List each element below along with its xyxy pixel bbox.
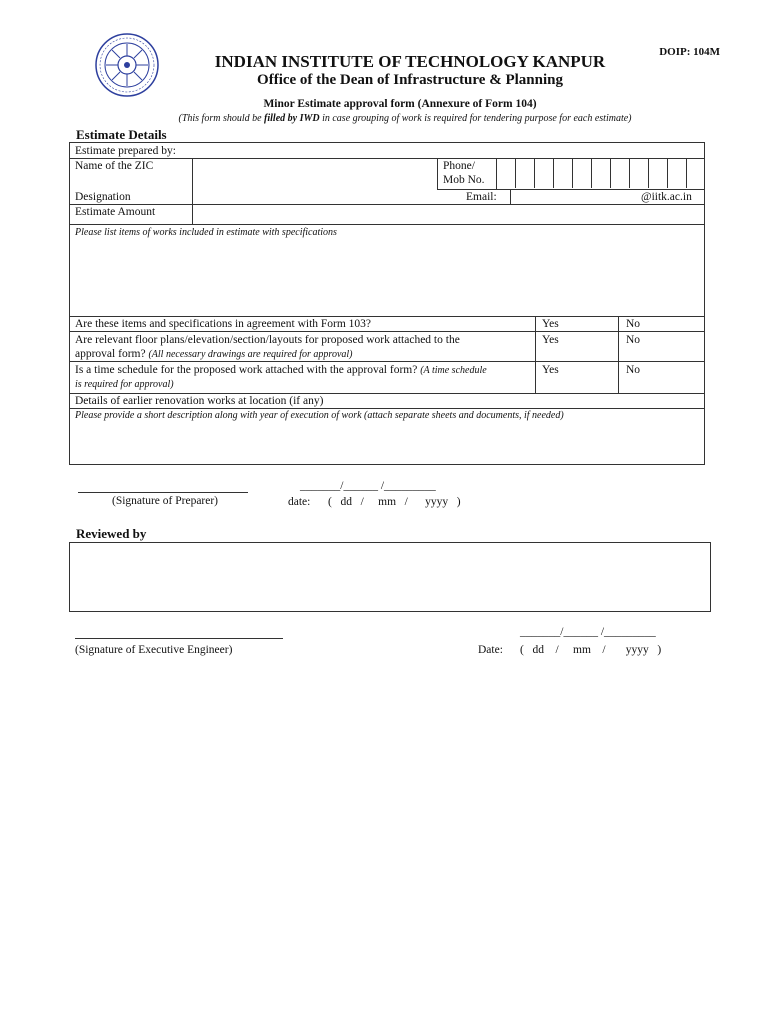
question-drawings-line1: Are relevant floor plans/elevation/section/layouts for proposed work attached to the [75, 334, 460, 346]
form-note: (This form should be filled by IWD in case grouping of work is required for tendering purpose for each estimate) [178, 113, 632, 124]
items-note: Please list items of works included in estimate with specifications [75, 227, 337, 238]
question-schedule-line1: Is a time schedule for the proposed work attached with the approval form? (A time schedule [75, 364, 487, 376]
question-form-103: Are these items and specifications in agreement with Form 103? [75, 318, 372, 330]
zic-input[interactable] [193, 159, 437, 189]
mob-label: Mob No. [443, 174, 485, 186]
digit-cell[interactable] [668, 158, 687, 188]
review-comments-box[interactable] [69, 542, 711, 612]
estimate-details-heading: Estimate Details [76, 127, 167, 142]
q3-no-option[interactable]: No [626, 364, 641, 376]
preparer-signature-label: (Signature of Preparer) [112, 495, 219, 507]
q2-yes-option[interactable]: Yes [542, 334, 559, 346]
earlier-works-label: Details of earlier renovation works at location (if any) [75, 395, 324, 407]
amount-label: Estimate Amount [75, 206, 156, 218]
q1-no-option[interactable]: No [626, 318, 641, 330]
phone-label: Phone/ [443, 160, 475, 172]
email-input[interactable] [511, 190, 636, 204]
digit-cell[interactable] [611, 158, 630, 188]
preparer-date-format: ( dd / mm / yyyy ) [328, 496, 461, 508]
engineer-signature-line[interactable] [75, 638, 283, 639]
digit-cell[interactable] [573, 158, 592, 188]
phone-number-cells[interactable] [497, 158, 705, 189]
institute-name: INDIAN INSTITUTE OF TECHNOLOGY KANPUR [214, 52, 606, 71]
email-domain: @iitk.ac.in [641, 191, 692, 203]
digit-cell[interactable] [497, 158, 516, 188]
preparer-date-label: date: [288, 496, 311, 508]
digit-cell[interactable] [592, 158, 611, 188]
q1-yes-option[interactable]: Yes [542, 318, 559, 330]
q2-no-option[interactable]: No [626, 334, 641, 346]
engineer-date-format: ( dd / mm / yyyy ) [520, 644, 662, 656]
digit-cell[interactable] [630, 158, 649, 188]
institute-seal-icon [94, 32, 160, 98]
digit-cell[interactable] [649, 158, 668, 188]
items-textarea[interactable] [70, 240, 704, 315]
office-name: Office of the Dean of Infrastructure & Planning [257, 72, 563, 88]
digit-cell[interactable] [554, 158, 573, 188]
reviewed-by-heading: Reviewed by [76, 526, 147, 541]
email-label: Email: [466, 191, 497, 203]
question-schedule-line2: is required for approval) [75, 379, 174, 390]
engineer-date-label: Date: [478, 644, 503, 656]
form-title: Minor Estimate approval form (Annexure of Form 104) [263, 98, 537, 110]
prepared-by-label: Estimate prepared by: [75, 145, 176, 157]
description-textarea[interactable] [70, 424, 704, 464]
designation-label: Designation [75, 191, 131, 203]
preparer-signature-line[interactable] [78, 492, 248, 493]
document-code: DOIP: 104M [659, 46, 720, 58]
description-note: Please provide a short description along with year of execution of work (attach separate sheets and documents, if needed) [75, 410, 564, 421]
q3-yes-option[interactable]: Yes [542, 364, 559, 376]
amount-input[interactable] [193, 205, 703, 223]
engineer-date-blanks[interactable]: _______/______ /_________ [520, 626, 656, 638]
engineer-signature-label: (Signature of Executive Engineer) [75, 644, 233, 656]
preparer-date-blanks[interactable]: _______/______ /_________ [300, 480, 436, 492]
digit-cell[interactable] [535, 158, 554, 188]
question-drawings-line2: approval form? (All necessary drawings are required for approval) [75, 348, 353, 360]
digit-cell[interactable] [516, 158, 535, 188]
zic-label: Name of the ZIC [75, 160, 154, 172]
